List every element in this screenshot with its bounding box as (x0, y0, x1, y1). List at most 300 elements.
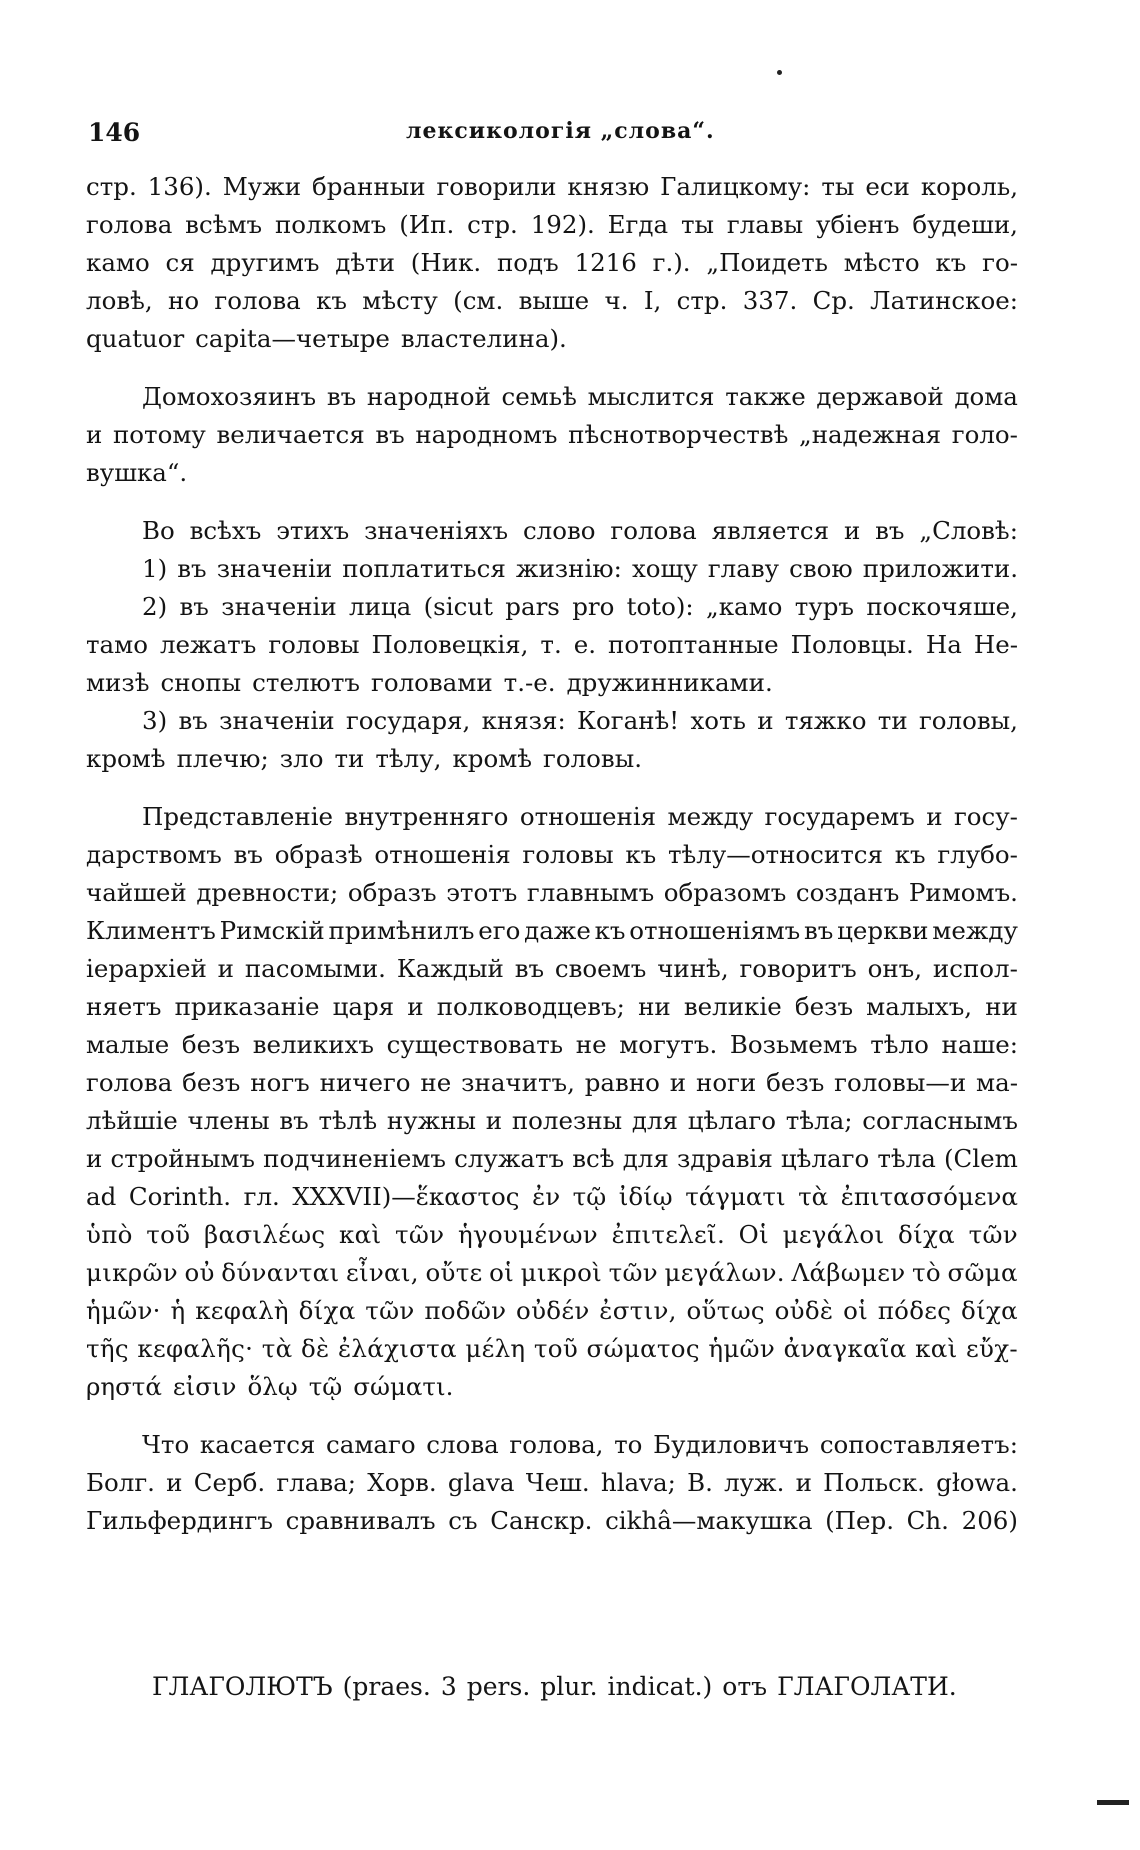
word: οὐ (184, 1258, 215, 1287)
word: этотъ (446, 878, 518, 907)
word: выше (518, 286, 590, 315)
word: потоптанные (608, 630, 779, 659)
word: въ (514, 954, 545, 983)
word: σῶμα (947, 1258, 1018, 1287)
word: Не- (973, 630, 1018, 659)
word: мѣсту (362, 286, 438, 315)
word: существовать (386, 1030, 564, 1059)
word: властелина). (400, 324, 567, 353)
word: ρηστά (86, 1372, 162, 1401)
word: къ (316, 286, 347, 315)
word: испол- (932, 954, 1018, 983)
word: Λάβωμεν (791, 1258, 906, 1287)
word: то (614, 1430, 643, 1459)
page-number: 146 (88, 118, 141, 147)
word: τῆς (86, 1334, 129, 1363)
text-line (86, 1502, 1018, 1540)
word: Половцы. (790, 630, 914, 659)
word: μικρῶν (86, 1258, 178, 1287)
word: головы (268, 630, 360, 659)
word: стр. (467, 210, 518, 239)
word: тѣло (870, 1030, 929, 1059)
word: и (926, 802, 943, 831)
word: ни (638, 992, 671, 1021)
word: семьѣ (501, 382, 577, 411)
text-line (86, 1216, 1018, 1254)
word: quatuor (86, 324, 185, 353)
word: ма- (976, 1068, 1018, 1097)
word: потому (112, 420, 206, 449)
word: κεφαλῆς· (137, 1334, 254, 1363)
text-line (86, 206, 1018, 244)
text-line (86, 1464, 1018, 1502)
word: іерархіей (86, 954, 207, 983)
word: отношенія (519, 802, 657, 831)
word: Ср. (812, 286, 855, 315)
word: всѣхъ (189, 516, 262, 545)
word: Болг. (86, 1468, 155, 1497)
word: ся (165, 248, 195, 277)
word: значеніи (216, 554, 333, 583)
word: касается (199, 1430, 316, 1459)
word: (см. (453, 286, 504, 315)
word: τῶν (608, 1258, 658, 1287)
word: Οἱ (738, 1220, 769, 1249)
word: бранныи (312, 172, 426, 201)
word: ни (985, 992, 1018, 1021)
word: тѣлу, (375, 744, 442, 773)
word: οὐδέν (516, 1296, 590, 1325)
word: мизѣ (86, 668, 150, 697)
word: cikhâ—макушка (605, 1506, 813, 1535)
word: величается (216, 420, 365, 449)
word: образѣ (274, 840, 363, 869)
word: поплатиться (342, 554, 506, 583)
word: великихъ (252, 1030, 374, 1059)
word: державой (816, 382, 944, 411)
word: го- (982, 248, 1018, 277)
word: дѣти (335, 248, 396, 277)
word: οὕτως (686, 1296, 765, 1325)
word: для (622, 1144, 669, 1173)
word: головы, (918, 706, 1018, 735)
word: ловѣ, (86, 286, 153, 315)
word: въ (177, 554, 207, 583)
word: ти (334, 744, 365, 773)
word: δίχα (298, 1296, 356, 1325)
page-header (88, 118, 1008, 154)
word: въ (375, 420, 405, 449)
word: и (485, 1106, 503, 1135)
word: т. (540, 630, 562, 659)
word: равно (584, 1068, 660, 1097)
word: Что (142, 1430, 190, 1459)
word: всѣ (572, 1144, 615, 1173)
word: кромѣ (86, 744, 166, 773)
word: камо (86, 248, 150, 277)
word: τῷ (572, 1182, 607, 1211)
text-line (86, 378, 1018, 416)
text-line (86, 168, 1018, 206)
word: значеніяхъ (364, 516, 509, 545)
word: „надежная (799, 420, 942, 449)
word: и (86, 1144, 103, 1173)
word: другимъ (210, 248, 320, 277)
text-line (86, 512, 1018, 550)
word: Римскій (219, 916, 325, 945)
word: glava (447, 1468, 515, 1497)
word: хощу (631, 554, 698, 583)
word: дома (954, 382, 1018, 411)
word: 3 (440, 1672, 457, 1701)
text-line (86, 740, 1018, 778)
word: головы (522, 840, 614, 869)
word: къ (625, 840, 657, 869)
word: полезны (511, 1106, 623, 1135)
word: малые (86, 1030, 170, 1059)
text-line (86, 798, 1018, 836)
word: подчиненіемъ (263, 1144, 446, 1173)
word: безъ (182, 1068, 241, 1097)
word: Чеш. (525, 1468, 590, 1497)
text-line (86, 320, 1018, 358)
word: πόδες (877, 1296, 952, 1325)
word: ἡμῶν· (86, 1296, 161, 1325)
word: князю (567, 172, 650, 201)
text-line (86, 1292, 1018, 1330)
text-line (86, 912, 1018, 950)
word: „Поидеть (706, 248, 829, 277)
word: няетъ (86, 992, 162, 1021)
word: не (575, 1030, 607, 1059)
word: безъ (766, 1068, 825, 1097)
word: οὔτε (425, 1258, 483, 1287)
word: Санскр. (490, 1506, 593, 1535)
word: 192). (530, 210, 595, 239)
word: отношеніямъ (629, 916, 801, 945)
word: τοῦ (146, 1220, 191, 1249)
word: и (669, 1068, 687, 1097)
word: образъ (347, 878, 437, 907)
paragraph-gap (86, 778, 1018, 798)
word: плечю; (176, 744, 269, 773)
word: приложити. (862, 554, 1018, 583)
word: capita—четыре (195, 324, 390, 353)
word: καὶ (915, 1334, 958, 1363)
text-line (86, 1178, 1018, 1216)
word: сравнивалъ (285, 1506, 436, 1535)
word: и (757, 706, 774, 735)
word: ἐπιτελεῖ. (611, 1220, 726, 1249)
word: всѣмъ (185, 210, 263, 239)
word: τάγματι (685, 1182, 786, 1211)
word: ὅλῳ (247, 1372, 298, 1401)
word: пѣснотворчествѣ (568, 420, 789, 449)
word: Мужи (222, 172, 302, 201)
word: внутренняго (344, 802, 509, 831)
word: согласнымъ (862, 1106, 1018, 1135)
word: и (166, 1468, 183, 1497)
word: ἐστιν, (599, 1296, 677, 1325)
word: гл. (243, 1182, 280, 1211)
word: οὐδὲ (774, 1296, 834, 1325)
word: въ (178, 706, 208, 735)
word: будеши, (912, 210, 1018, 239)
word: но (168, 286, 200, 315)
text-line (86, 1026, 1018, 1064)
word: ты (680, 210, 715, 239)
word: Серб. (193, 1468, 266, 1497)
word: чайшей (86, 878, 187, 907)
word: τῶν (365, 1296, 415, 1325)
word: ноги (695, 1068, 757, 1097)
word: образомъ (663, 878, 787, 907)
word: главнымъ (526, 878, 655, 907)
word: 337. (742, 286, 798, 315)
text-line (86, 588, 1018, 626)
word: созданъ (795, 878, 900, 907)
word: На (925, 630, 962, 659)
word: тяжко (784, 706, 867, 735)
text-line (86, 1330, 1018, 1368)
word: οἱ (489, 1258, 515, 1287)
word: говоритъ (739, 954, 857, 983)
word: цѣлаго (780, 1144, 870, 1173)
word: тѣлѣ (318, 1106, 378, 1135)
word: подъ (496, 248, 559, 277)
word: Коганѣ! (577, 706, 680, 735)
word: князя: (481, 706, 566, 735)
text-line (86, 550, 1018, 588)
word: главы (726, 210, 804, 239)
word: Возьмемъ (729, 1030, 858, 1059)
word: δίχα (898, 1220, 955, 1249)
text-line (86, 1102, 1018, 1140)
word: pers. (466, 1672, 531, 1701)
text-line (86, 1254, 1018, 1292)
text-line (86, 664, 1018, 702)
word: его (478, 916, 521, 945)
text-line (86, 244, 1018, 282)
word: нужны (386, 1106, 476, 1135)
text-line (86, 282, 1018, 320)
word: слова (426, 1430, 499, 1459)
word: ἐπιτασσόμενα (840, 1182, 1018, 1211)
word: Каждый (396, 954, 504, 983)
word: Климентъ (86, 916, 216, 945)
word: въ (875, 516, 905, 545)
word: (Ип. (399, 210, 455, 239)
word: король, (920, 172, 1018, 201)
text-line (86, 454, 1018, 492)
footer-entry (152, 1672, 967, 1701)
word: μεγάλων. (664, 1258, 785, 1287)
word: полкомъ (274, 210, 387, 239)
word: и (843, 516, 861, 545)
text-line (86, 1140, 1018, 1178)
word: цѣлаго (687, 1106, 777, 1135)
word: дружинниками. (566, 668, 773, 697)
text-line (86, 416, 1018, 454)
word: βασιλέως (204, 1220, 326, 1249)
paragraph-gap (86, 492, 1018, 512)
word: τῶν (968, 1220, 1018, 1249)
text-line (86, 874, 1018, 912)
word: ногъ (250, 1068, 310, 1097)
word: (sicut (423, 592, 493, 621)
word: могутъ. (619, 1030, 718, 1059)
word: δύνανται (221, 1258, 340, 1287)
word: XXXVII)—ἕκαστος (292, 1182, 520, 1211)
word: hlava; (600, 1468, 676, 1497)
paragraph-gap (86, 358, 1018, 378)
word: жизнію: (515, 554, 622, 583)
word: отношенія (374, 840, 511, 869)
word: между (932, 916, 1018, 945)
word: (Пер. (825, 1506, 894, 1535)
word: между (667, 802, 754, 831)
text-line (86, 950, 1018, 988)
word: съ (448, 1506, 478, 1535)
word: голова (214, 286, 301, 315)
word: μεγάλοι (782, 1220, 885, 1249)
word: τὸ (912, 1258, 941, 1287)
word: голова (86, 210, 173, 239)
word: ἐν (532, 1182, 561, 1211)
word: ч. (604, 286, 629, 315)
word: голова (610, 516, 697, 545)
word: туръ (794, 592, 855, 621)
word: является (711, 516, 830, 545)
word: ἐλάχιστα (337, 1334, 457, 1363)
word: значитъ, (461, 1068, 575, 1097)
word: и (795, 1468, 812, 1497)
word: г.). (652, 248, 691, 277)
word: pro (572, 592, 615, 621)
word: В. (687, 1468, 713, 1497)
word: ГЛАГОЛАТИ. (777, 1672, 957, 1701)
word: ἰδίῳ (618, 1182, 673, 1211)
word: къ (935, 248, 967, 277)
word: тѣла; (785, 1106, 853, 1135)
word: значеніи (221, 592, 337, 621)
word: Ch. (906, 1506, 949, 1535)
word: служатъ (454, 1144, 565, 1173)
word: луж. (724, 1468, 785, 1497)
text-line (86, 702, 1018, 740)
word: т.-е. (503, 668, 556, 697)
word: τῷ (308, 1372, 343, 1401)
word: голова (86, 1068, 173, 1097)
word: ничего (319, 1068, 411, 1097)
word: приказаніе (174, 992, 320, 1021)
word: pars (505, 592, 560, 621)
word: Гильфердингъ (86, 1506, 273, 1535)
word: еси (865, 172, 910, 201)
word: снопы (160, 668, 242, 697)
word: члены (187, 1106, 270, 1135)
word: примѣнилъ (328, 916, 475, 945)
word: госу- (953, 802, 1018, 831)
word: свою (789, 554, 853, 583)
word: Римомъ. (908, 878, 1018, 907)
word: δὲ (300, 1334, 330, 1363)
word: οἱ (843, 1296, 869, 1325)
text-line (86, 988, 1018, 1026)
word: хоть (690, 706, 746, 735)
word: лица (349, 592, 412, 621)
word: σώματι. (353, 1372, 454, 1401)
word: εἰσιν (172, 1372, 237, 1401)
word: безъ (181, 1030, 241, 1059)
word: не (420, 1068, 452, 1097)
word: ad (86, 1182, 117, 1211)
word: къ (594, 916, 626, 945)
word: głowa. (936, 1468, 1018, 1497)
word: и (407, 992, 424, 1021)
word: и (217, 954, 234, 983)
word: Представленіе (142, 802, 334, 831)
word: стр. (676, 286, 728, 315)
word: 1) (142, 554, 168, 583)
word: ἡγουμένων (457, 1220, 598, 1249)
word: Во (142, 516, 175, 545)
word: σώματος (586, 1334, 700, 1363)
word: мыслится (587, 382, 715, 411)
word: Хорв. (367, 1468, 437, 1497)
word: говорили (436, 172, 557, 201)
word: государя, (345, 706, 471, 735)
word: τῶν (395, 1220, 445, 1249)
word: 1216 (574, 248, 637, 277)
word: глава; (276, 1468, 357, 1497)
word: Домохозяинъ (142, 382, 317, 411)
word: къ (894, 840, 926, 869)
word: народной (366, 382, 491, 411)
word: царя (332, 992, 395, 1021)
word: убіенъ (816, 210, 900, 239)
word: ἡ (170, 1296, 186, 1325)
word: малыхъ, (866, 992, 973, 1021)
word: τοῦ (533, 1334, 579, 1363)
word: значеніи (219, 706, 335, 735)
word: лѣйшіе (86, 1106, 178, 1135)
word: Галицкому: (660, 172, 811, 201)
word: сопоставляетъ: (819, 1430, 1018, 1459)
word: поскочяше, (866, 592, 1018, 621)
word: Будиловичъ (653, 1430, 810, 1459)
word: Corinth. (128, 1182, 232, 1211)
word: и (86, 420, 103, 449)
word: indicat.) (607, 1672, 713, 1701)
word: наше: (941, 1030, 1018, 1059)
word: (praes. (342, 1672, 431, 1701)
word: ὑπὸ (86, 1220, 133, 1249)
word: этихъ (276, 516, 350, 545)
text-line (86, 1064, 1018, 1102)
word: „Словѣ: (919, 516, 1018, 545)
word: кромѣ (452, 744, 533, 773)
word: 206) (961, 1506, 1018, 1535)
word: I, (643, 286, 662, 315)
word: слово (522, 516, 596, 545)
word: стр. (86, 172, 137, 201)
word: 2) (142, 592, 168, 621)
word: тѣлу—относится (667, 840, 883, 869)
text-line (86, 1426, 1018, 1464)
word: здравія (676, 1144, 773, 1173)
word: лежатъ (159, 630, 257, 659)
